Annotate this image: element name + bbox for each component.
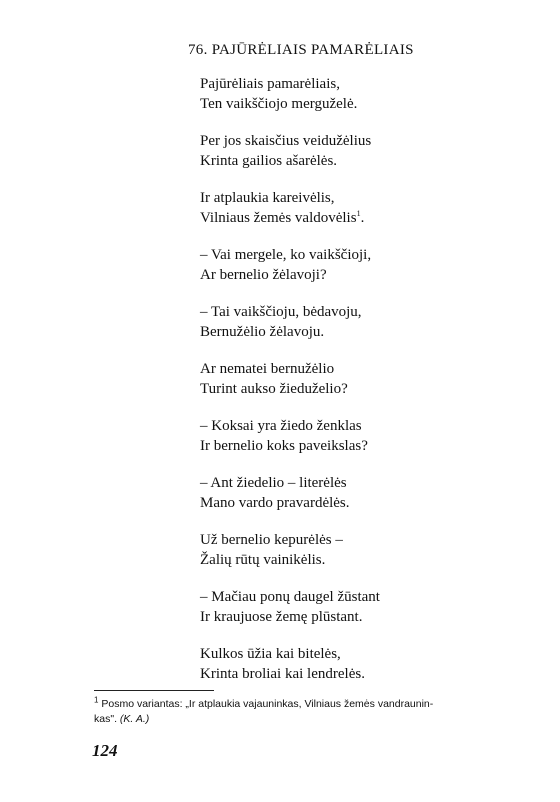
stanza: [200, 245, 380, 285]
stanza: [200, 416, 380, 456]
poem-line: Ten vaikščiojo merguželė.: [200, 96, 358, 112]
poem-line: Turint aukso žieduželio?: [200, 381, 348, 397]
footnote-line: [94, 712, 514, 727]
poem-line: Pajūrėliais pamarėliais,: [200, 76, 340, 92]
poem-line-text: Vilniaus žemės valdovėlis: [200, 210, 357, 226]
footnote-reference: 1: [356, 209, 361, 218]
poem-line: – Vai mergele, ko vaikščioji,: [200, 247, 372, 263]
footnote-marker: 1: [94, 695, 99, 705]
poem-line: Ir kraujuose žemę plūstant.: [200, 609, 363, 625]
footnote-divider: [94, 690, 214, 691]
poem-line: – Ant žiedelio – literėlės: [200, 475, 347, 491]
poem-title: 76. PAJŪRĖLIAIS PAMARĖLIAIS: [188, 42, 414, 58]
poem-line: Kulkos ūžia kai bitelės,: [200, 646, 341, 662]
footnote: [94, 697, 514, 727]
poem-line: Ar bernelio žėlavoji?: [200, 267, 327, 283]
stanza: [200, 302, 380, 342]
stanza: [200, 473, 380, 513]
poem-line: – Mačiau ponų daugel žūstant: [200, 589, 380, 605]
footnote-text-continued: kas".: [94, 713, 117, 725]
stanza: [200, 74, 380, 114]
poem-line: Ir bernelio koks paveikslas?: [200, 438, 368, 454]
poem-body: [200, 74, 380, 701]
poem-line: Bernužėlio žėlavoju.: [200, 324, 325, 340]
poem-line-with-footnote: [200, 208, 380, 228]
footnote-text: Posmo variantas: „Ir atplaukia vajauninkas, Vilniaus žemės vandraunin-: [101, 698, 434, 710]
poem-line: – Koksai yra žiedo ženklas: [200, 418, 362, 434]
stanza: [200, 587, 380, 627]
footnote-line: [94, 697, 514, 712]
stanza: [200, 644, 380, 684]
poem-line: Per jos skaisčius veidužėlius: [200, 133, 372, 149]
poem-line: Ir atplaukia kareivėlis,: [200, 190, 335, 206]
poem-line: Žalių rūtų vainikėlis.: [200, 552, 326, 568]
stanza: [200, 359, 380, 399]
poem-line: Ar nematei bernužėlio: [200, 361, 335, 377]
poem-line: – Tai vaikščioju, bėdavoju,: [200, 304, 362, 320]
poem-line: Krinta gailios ašarėlės.: [200, 153, 338, 169]
poem-line: Už bernelio kepurėlės –: [200, 532, 343, 548]
poem-line: Krinta broliai kai lendrelės.: [200, 666, 365, 682]
stanza: [200, 530, 380, 570]
footnote-author: (K. A.): [119, 713, 150, 725]
page-number: 124: [92, 741, 118, 760]
line-end-punctuation: .: [360, 210, 365, 226]
stanza: [200, 131, 380, 171]
poem-line: Mano vardo pravardėlės.: [200, 495, 350, 511]
stanza: [200, 188, 380, 228]
